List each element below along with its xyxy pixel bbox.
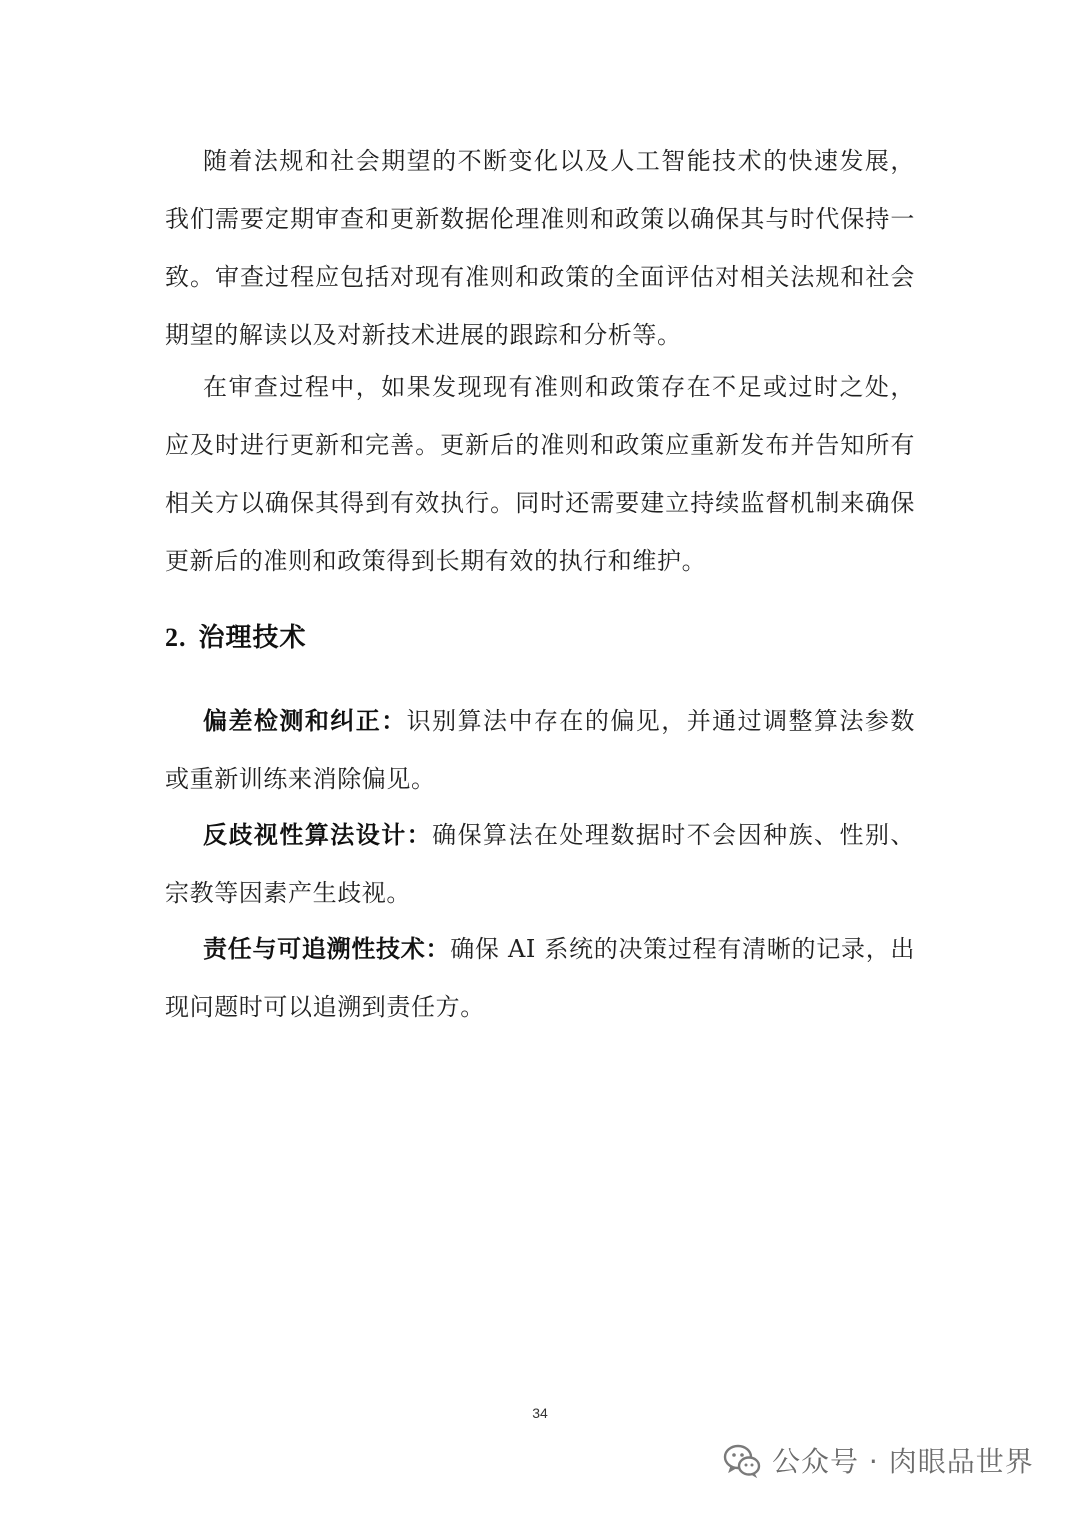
list-item: [165, 692, 915, 808]
watermark-text: 公众号 · 肉眼品世界: [772, 1445, 1034, 1478]
section-title: 治理技术: [198, 623, 307, 653]
wechat-icon: [722, 1440, 762, 1480]
item-text: 确保算法在处理数据时不会因种族、性别、宗教等因素产生歧视。: [165, 821, 915, 907]
item-term: 偏差检测和纠正：: [203, 706, 407, 735]
section-heading: [165, 612, 307, 664]
item-text: 识别算法中存在的偏见，并通过调整算法参数或重新训练来消除偏见。: [165, 707, 915, 793]
paragraph-1: 随着法规和社会期望的不断变化以及人工智能技术的快速发展，我们需要定期审查和更新数据伦理准则和政策以确保其与时代保持一致。审查过程应包括对现有准则和政策的全面评估对相关法规和社会期望的解读以及对新技术进展的跟踪和分析等。: [165, 147, 915, 349]
list-item: [165, 806, 915, 922]
item-term: 责任与可追溯性技术：: [203, 934, 451, 963]
watermark: [722, 1432, 1034, 1488]
item-term: 反歧视性算法设计：: [203, 820, 433, 849]
list-item: [165, 920, 915, 1036]
section-number: 2.: [165, 623, 187, 652]
item-text: 确保 AI 系统的决策过程有清晰的记录，出现问题时可以追溯到责任方。: [165, 935, 916, 1021]
paragraph-2: 在审查过程中，如果发现现有准则和政策存在不足或过时之处，应及时进行更新和完善。更新后的准则和政策应重新发布并告知所有相关方以确保其得到有效执行。同时还需要建立持续监督机制来确保更新后的准则和政策得到长期有效的执行和维护。: [165, 373, 915, 575]
page-number: 34: [532, 1405, 548, 1421]
